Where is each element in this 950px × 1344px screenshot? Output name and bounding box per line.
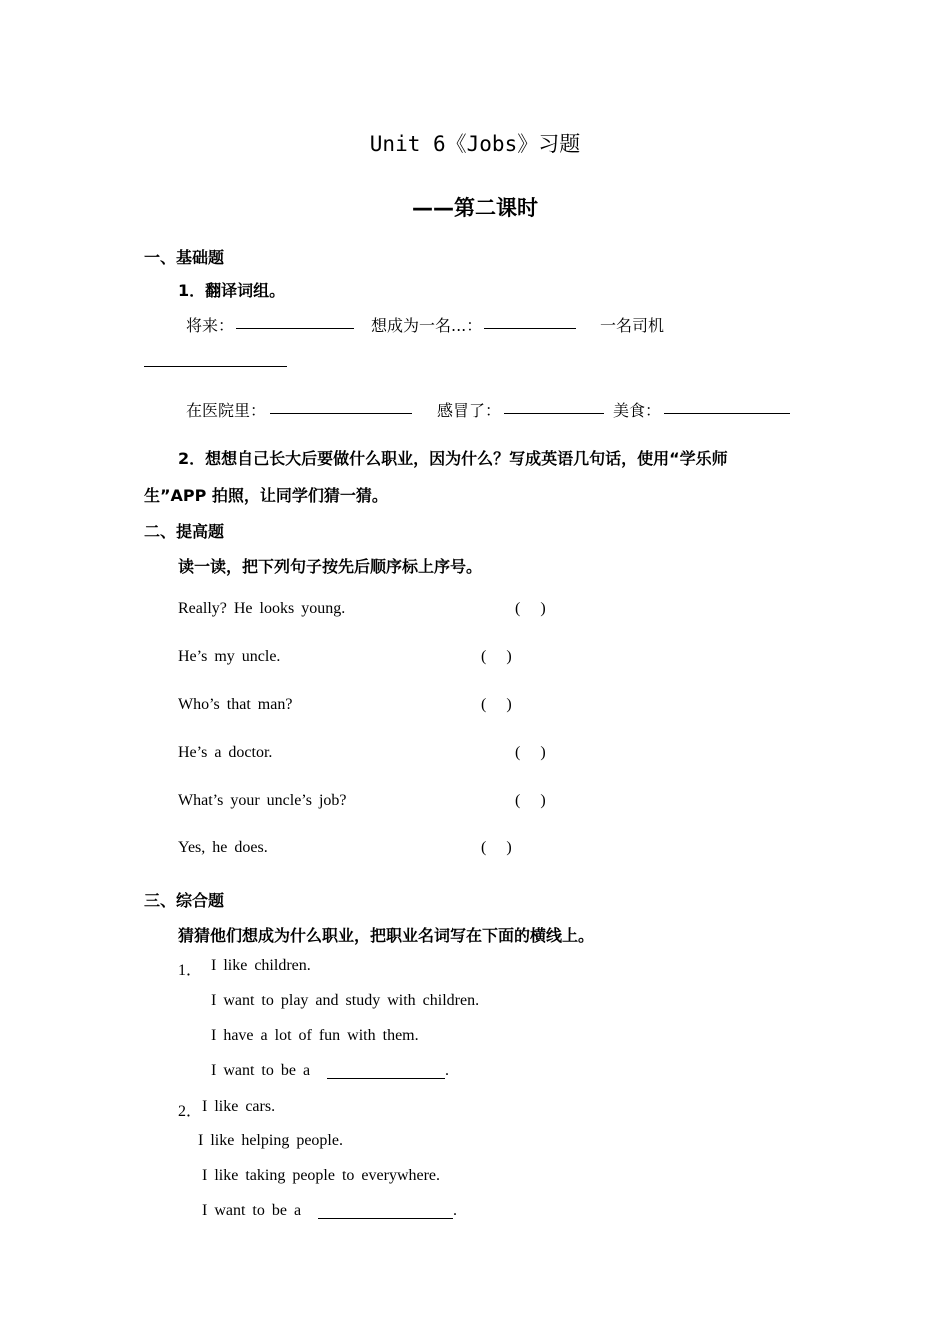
order-paren[interactable]: ( ) (515, 792, 546, 809)
sentence-4: He’s a doctor. (178, 744, 273, 761)
item1-line2: I want to play and study with children. (211, 992, 480, 1009)
order-paren[interactable]: ( ) (481, 648, 512, 665)
sentence-3: Who’s that man? (178, 696, 293, 713)
answer-blank[interactable] (327, 1064, 445, 1079)
item1-number: 1． (178, 962, 203, 979)
order-paren[interactable]: ( ) (481, 696, 512, 713)
order-paren[interactable]: ( ) (515, 600, 546, 617)
item1-line4: I want to be a (211, 1062, 311, 1079)
order-paren[interactable]: ( ) (515, 744, 546, 761)
answer-blank[interactable] (664, 399, 790, 414)
answer-blank[interactable] (318, 1204, 453, 1219)
item2-period: . (453, 1202, 457, 1219)
sentence-5: What’s your uncle’s job? (178, 792, 347, 809)
page-title: Unit 6《Jobs》习题 (369, 132, 581, 156)
section3-instruction: 猜猜他们想成为什么职业，把职业名词写在下面的横线上。 (178, 926, 595, 945)
q1-row1-item3-label: 一名司机 (600, 316, 665, 335)
answer-blank[interactable] (484, 314, 576, 329)
item1-period: . (445, 1062, 449, 1079)
item1-line3: I have a lot of fun with them. (211, 1027, 419, 1044)
item2-line3: I like taking people to everywhere. (202, 1167, 441, 1184)
section3-heading: 三、综合题 (144, 891, 225, 910)
item2-line1: I like cars. (202, 1098, 276, 1115)
answer-blank[interactable] (236, 314, 354, 329)
answer-blank[interactable] (270, 399, 412, 414)
q1-row1-item1-label: 将来： (186, 316, 235, 335)
section2-instruction: 读一读，把下列句子按先后顺序标上序号。 (178, 557, 483, 576)
q1-row2-item3-label: 美食： (613, 401, 662, 420)
order-paren[interactable]: ( ) (481, 839, 512, 856)
q2-line2: 生”APP 拍照，让同学们猜一猜。 (144, 486, 388, 505)
section2-heading: 二、提高题 (144, 522, 225, 541)
q2-line1: 2．想想自己长大后要做什么职业，因为什么？写成英语几句话，使用“学乐师 (178, 449, 728, 468)
sentence-1: Really? He looks young. (178, 600, 346, 617)
answer-blank[interactable] (144, 352, 287, 367)
sentence-6: Yes, he does. (178, 839, 268, 856)
sentence-2: He’s my uncle. (178, 648, 281, 665)
item1-line1: I like children. (211, 957, 311, 974)
answer-blank[interactable] (504, 399, 604, 414)
q1-row2-item1-label: 在医院里： (186, 401, 267, 420)
q1-label: 1．翻译词组。 (178, 281, 286, 300)
section1-heading: 一、基础题 (144, 248, 225, 267)
item2-number: 2． (178, 1103, 203, 1120)
q1-row1-item2-label: 想成为一名...： (371, 316, 483, 335)
q1-row2-item2-label: 感冒了： (437, 401, 502, 420)
item2-line2: I like helping people. (198, 1132, 343, 1149)
page-subtitle: ——第二课时 (412, 196, 538, 220)
item2-line4: I want to be a (202, 1202, 302, 1219)
